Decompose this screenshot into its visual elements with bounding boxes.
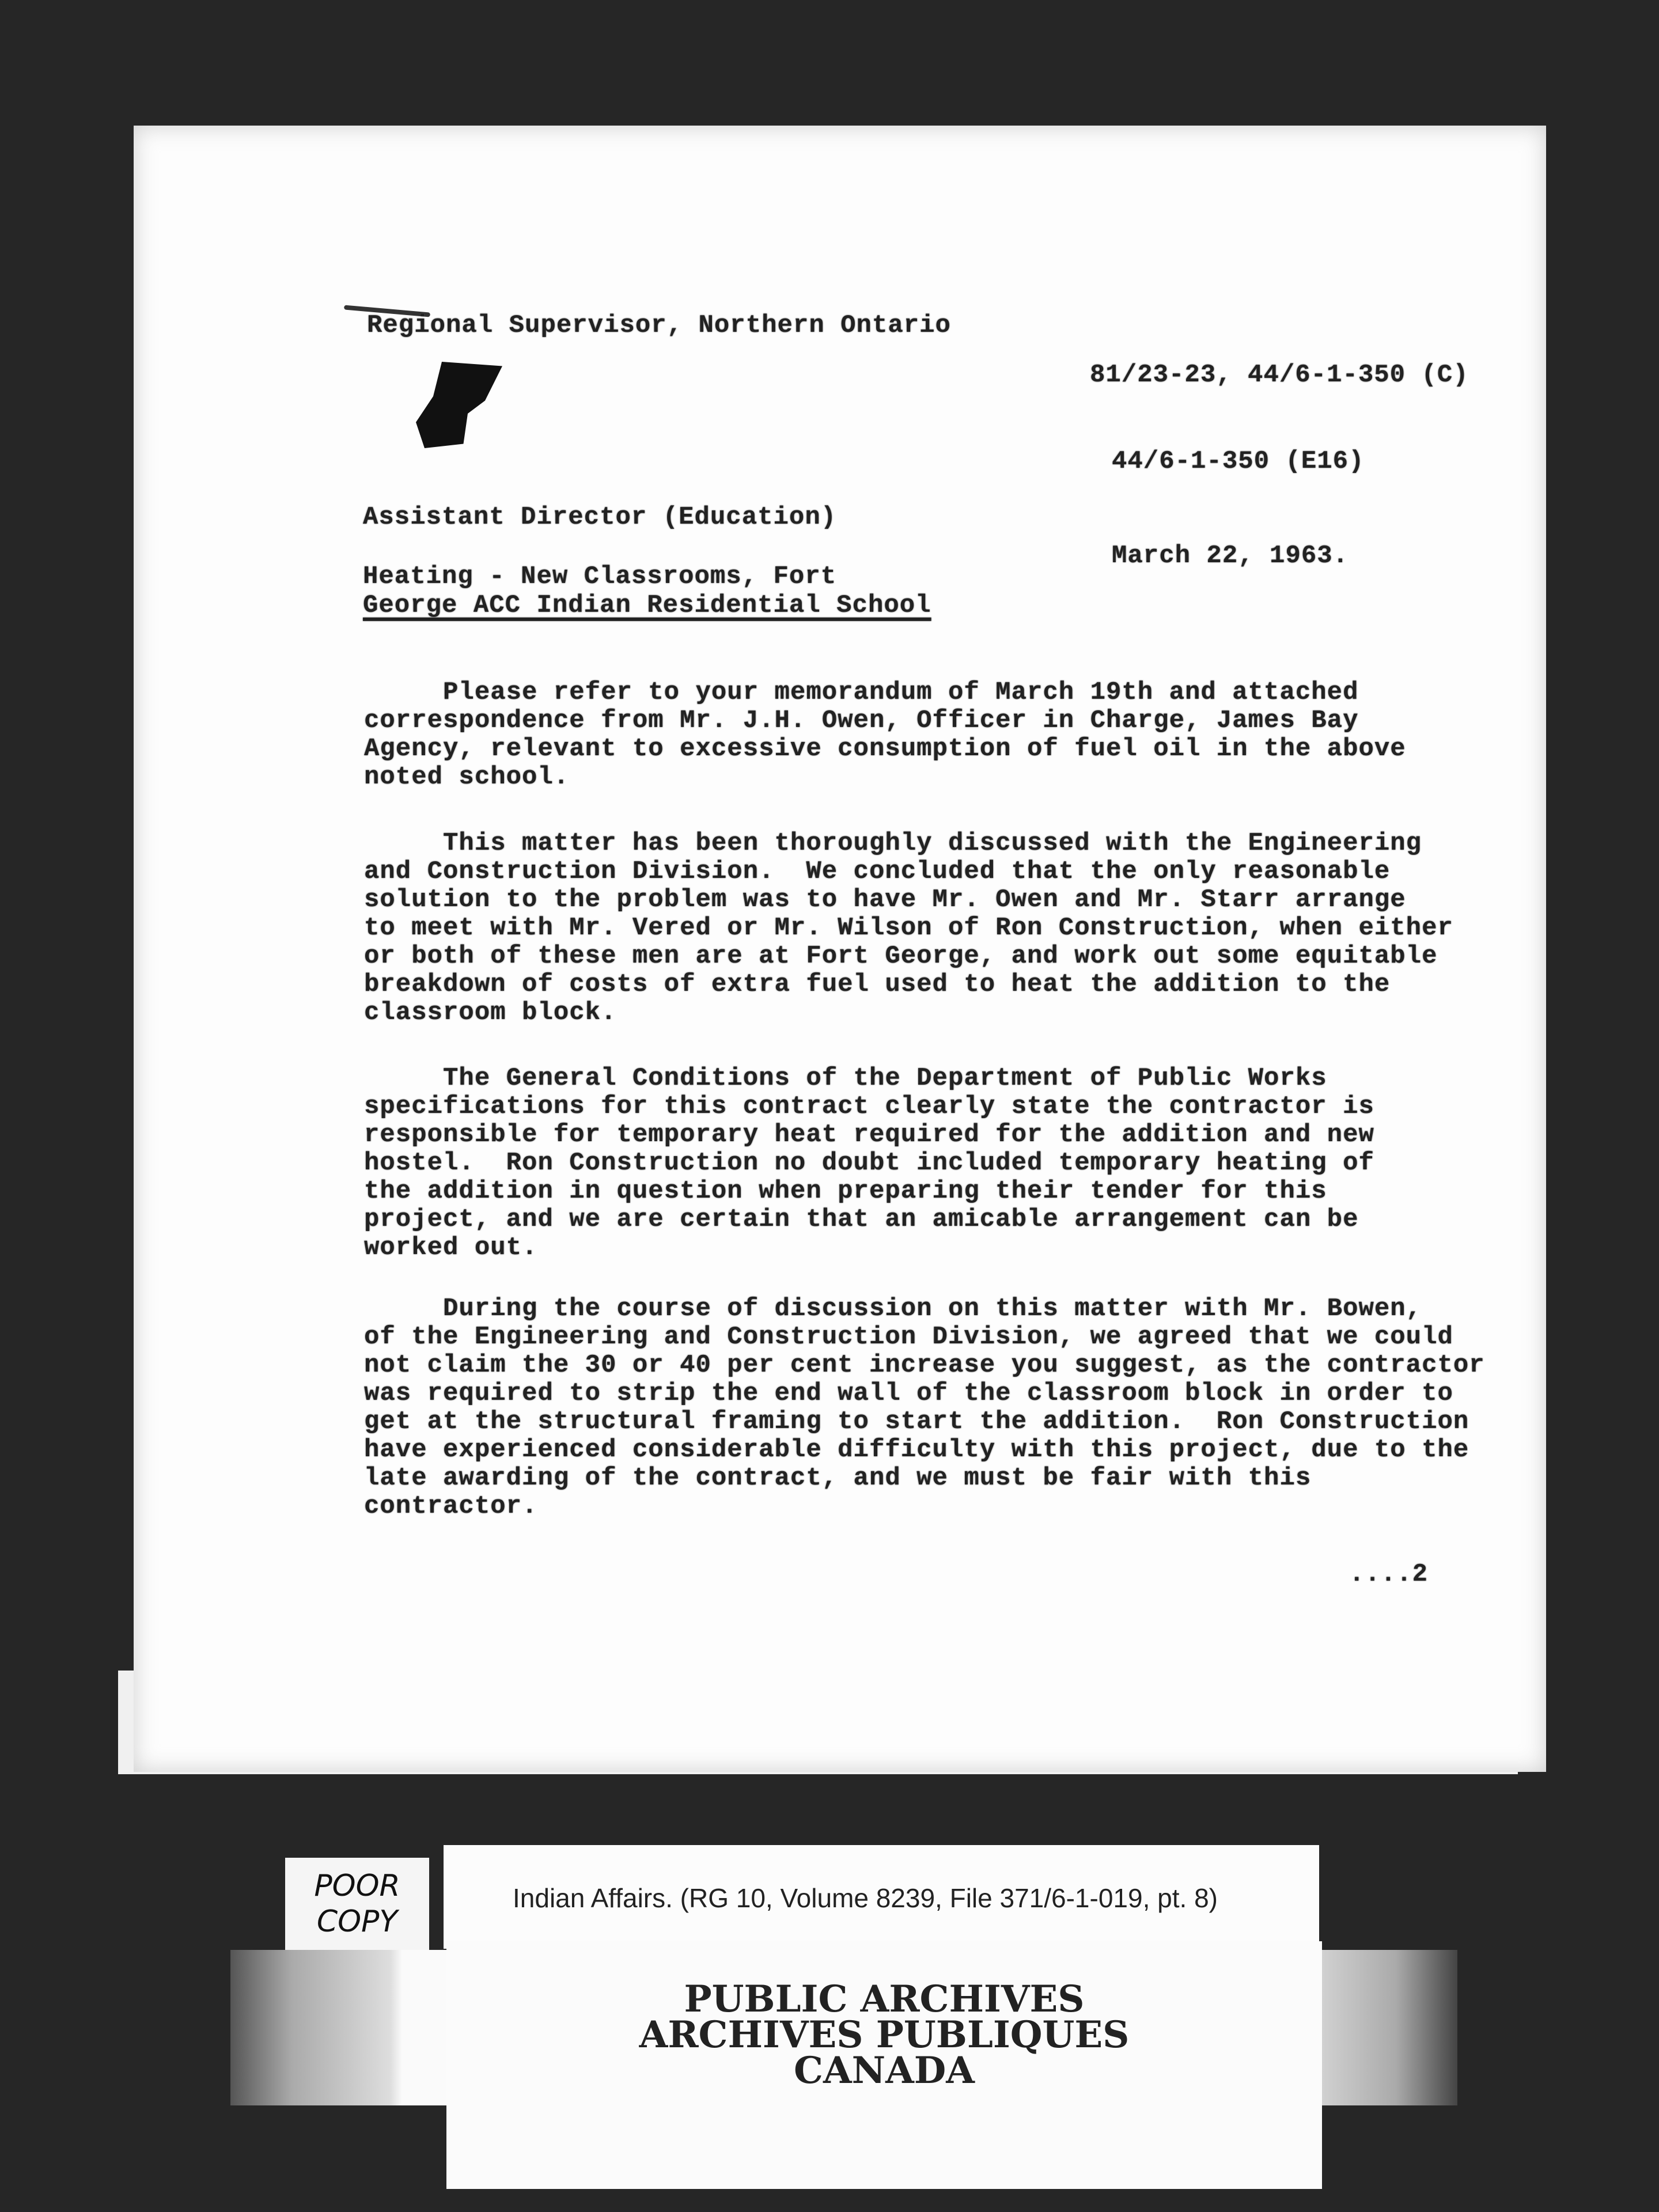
archive-stamp-text: PUBLIC ARCHIVES ARCHIVES PUBLIQUES CANADA	[639, 1978, 1130, 2092]
memo-from: Regional Supervisor, Northern Ontario	[367, 311, 951, 340]
archive-reference-text: Indian Affairs. (RG 10, Volume 8239, File 371/6-1-019, pt. 8)	[513, 1883, 1218, 1913]
archive-reference-label	[444, 1845, 1319, 1949]
poor-copy-text: POOR COPY	[314, 1869, 400, 1939]
continuation-marker: ....2	[1349, 1560, 1429, 1589]
memo-to: Assistant Director (Education)	[363, 503, 837, 532]
poor-copy-label	[285, 1858, 429, 1950]
ink-blot	[416, 362, 502, 448]
subject-line-1: Heating - New Classrooms, Fort	[363, 562, 837, 591]
body-paragraph: During the course of discussion on this matter with Mr. Bowen, of the Engineering and Construction Division, we agreed that we could not claim the 30 or 40 per cent increase you suggest, as the contractor was required to strip the end wall of the classroom block in order to get at the structural framing to start the addition. Ron Construction have experienced considerable difficulty with this project, due to the late awarding of the contract, and we must be fair with this contractor.	[364, 1294, 1485, 1521]
subject-line-2: George ACC Indian Residential School	[363, 591, 931, 620]
file-reference-2: 44/6-1-350 (E16)	[1112, 447, 1365, 476]
memo-date: March 22, 1963.	[1112, 541, 1349, 570]
body-paragraph: Please refer to your memorandum of March 19th and attached correspondence from Mr. J.H. Owen, Officer in Charge, James Bay Agency, relevant to excessive consumption of fuel oil in the above noted school.	[364, 678, 1406, 791]
body-paragraph: The General Conditions of the Department of Public Works specifications for this contract clearly state the contractor is responsible for temporary heat required for the addition and new hostel. Ron Construction no doubt included temporary heating of the addition in question when preparing their tender for this project, and we are certain that an amicable arrangement can be worked out.	[364, 1064, 1374, 1262]
document-page	[134, 126, 1546, 1772]
file-reference-1: 81/23-23, 44/6-1-350 (C)	[1090, 361, 1469, 389]
body-paragraph: This matter has been thoroughly discussed with the Engineering and Construction Division. We concluded that the only reasonable solution to the problem was to have Mr. Owen and Mr. Starr arrange to meet with Mr. Vered or Mr. Wilson of Ron Construction, when either or both of these men are at Fort George, and work out some equitable breakdown of costs of extra fuel used to heat the addition to the classroom block.	[364, 829, 1453, 1027]
